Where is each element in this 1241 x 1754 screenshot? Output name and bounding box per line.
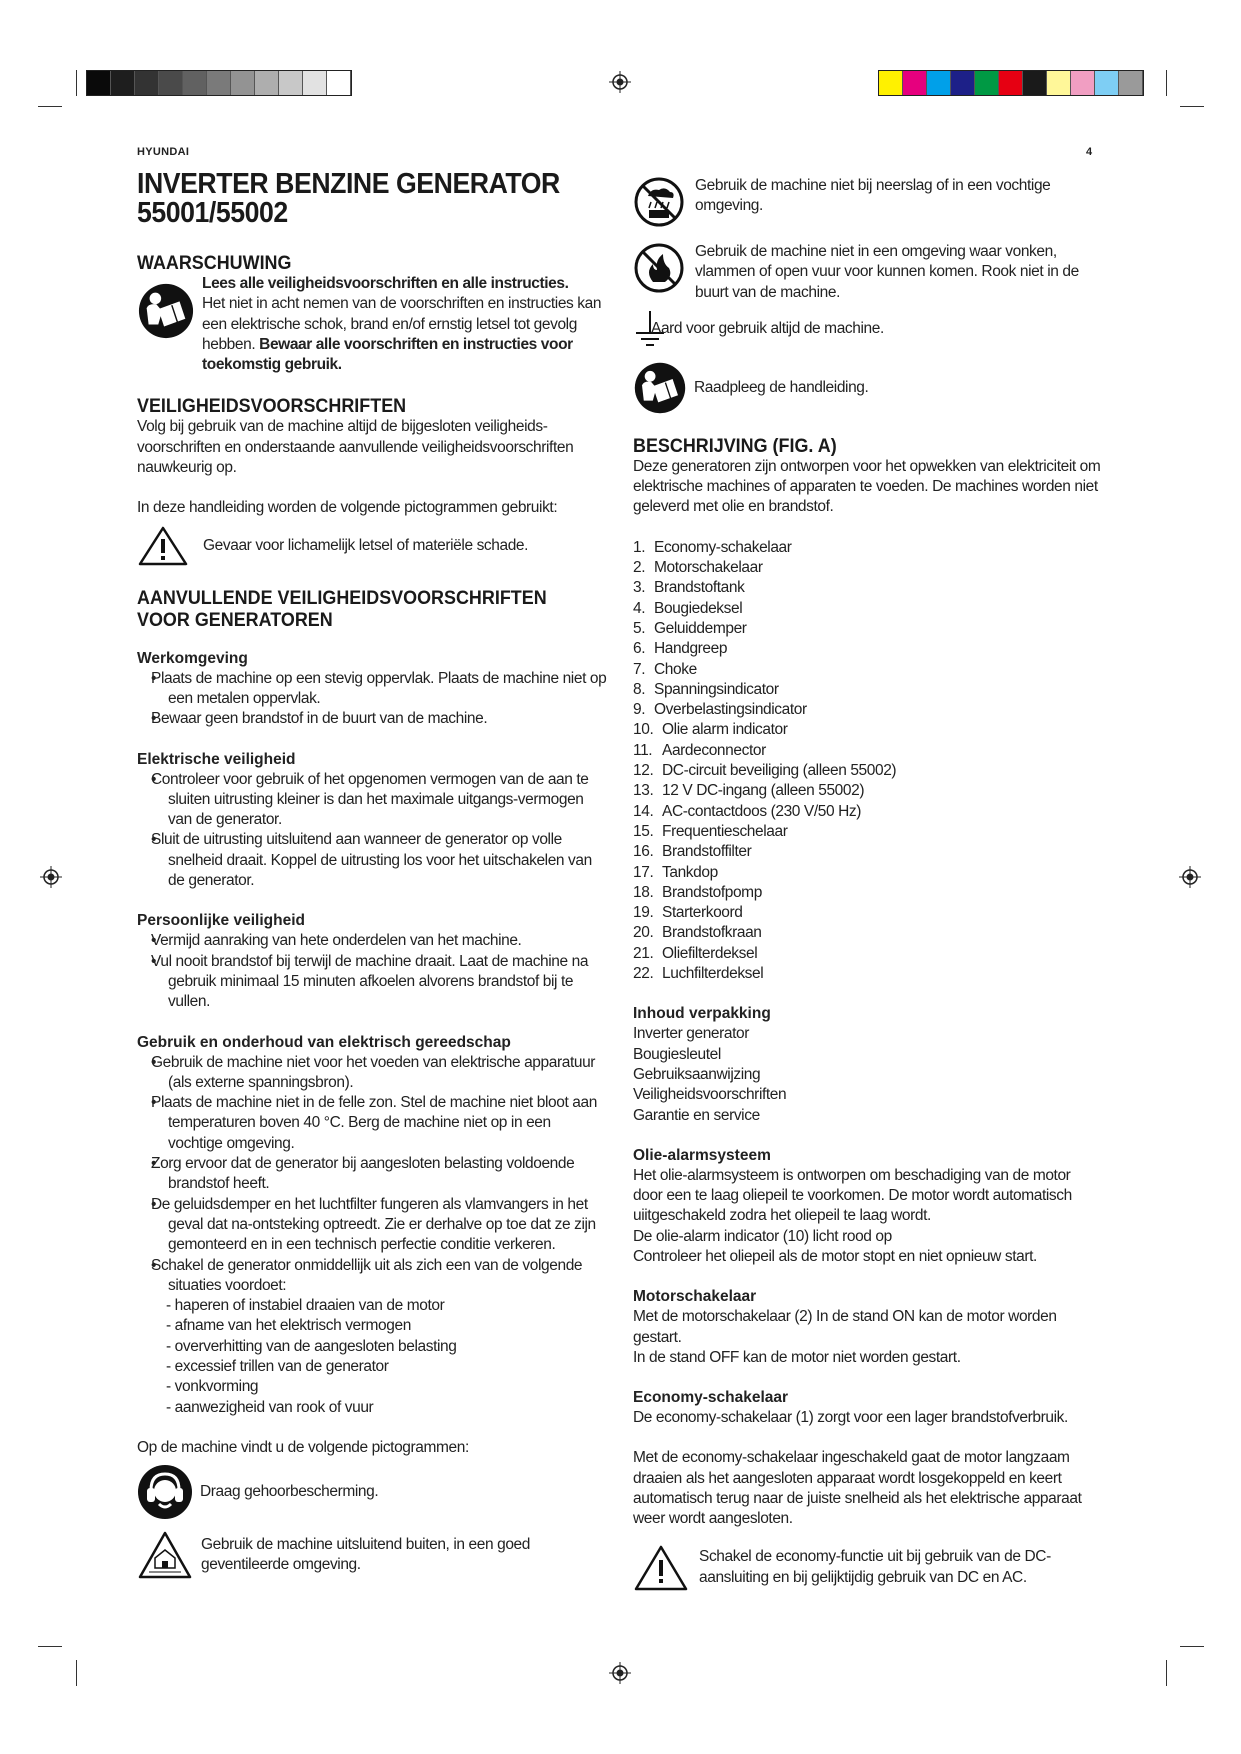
- part-item: [633, 863, 1103, 883]
- parts-list: [633, 538, 1103, 985]
- work-area-heading: Werkomgeving: [137, 649, 248, 667]
- part-number: 8.: [633, 680, 646, 698]
- list-item: Gebruiksaanwijzing: [633, 1065, 761, 1083]
- calibration-swatch: [951, 71, 975, 95]
- crop-mark: [1180, 106, 1204, 107]
- part-label: Oliefilterdeksel: [662, 944, 758, 962]
- pictogram-text: Gebruik de machine niet bij neerslag of in een vochtige omgeving.: [695, 177, 1051, 215]
- part-number: 4.: [633, 599, 646, 617]
- outdoor-ventilation-icon: [137, 1530, 193, 1580]
- pictograms-intro: In deze handleiding worden de volgende pictogrammen gebruikt:: [137, 499, 558, 517]
- part-number: 10.: [633, 721, 654, 739]
- safety-text: Volg bij gebruik van de machine altijd de bijgesloten veiligheids-voorschriften en onderstaande aanvullende veiligheidsvoorschriften nauwkeurig op.: [137, 418, 574, 477]
- pictogram-text: Gebruik de machine niet in een omgeving waar vonken, vlammen of open vuur voor kunnen komen. Rook niet in de buurt van de machine.: [695, 243, 1079, 301]
- part-number: 19.: [633, 904, 654, 922]
- description-heading: BESCHRIJVING (FIG. A): [633, 434, 837, 457]
- calibration-swatch: [255, 71, 279, 95]
- personal-heading: Persoonlijke veiligheid: [137, 912, 305, 930]
- calibration-swatch: [183, 71, 207, 95]
- calibration-swatch: [159, 71, 183, 95]
- safety-heading: VEILIGHEIDSVOORSCHRIFTEN: [137, 395, 407, 418]
- list-item: - oververhitting van de aangesloten belasting: [166, 1337, 457, 1355]
- crop-mark: [38, 106, 62, 107]
- part-number: 12.: [633, 762, 654, 780]
- part-number: 21.: [633, 944, 654, 962]
- warning-text: Het niet in acht nemen van de voorschriften en instructies kan een elektrische schok, brand en/of ernstig letsel tot gevolg hebben.: [202, 295, 602, 353]
- ear-protection-icon: [137, 1464, 193, 1520]
- personal-list: [137, 931, 607, 1012]
- part-label: Handgreep: [654, 640, 728, 658]
- calibration-swatch: [879, 71, 903, 95]
- oil-alarm-line2: De olie-alarm indicator (10) licht rood op: [633, 1227, 892, 1245]
- pictogram-text: Aard voor gebruik altijd de machine.: [651, 319, 884, 337]
- crop-mark: [1180, 1646, 1204, 1647]
- pictogram-text: Raadpleeg de handleiding.: [694, 378, 869, 396]
- page-title: INVERTER BENZINE GENERATOR 55001/55002: [137, 168, 560, 229]
- part-number: 9.: [633, 701, 646, 719]
- pictogram-row: [633, 242, 1103, 303]
- ear-protection-text: Draag gehoorbescherming.: [200, 1483, 379, 1501]
- part-label: Aardeconnector: [662, 741, 766, 759]
- left-column: [137, 170, 607, 1580]
- read-manual-icon: [633, 361, 687, 415]
- pictogram-row: [633, 309, 1103, 349]
- list-item: • De geluidsdemper en het luchtfilter fungeren als vlamvangers in het geval dat na-ontsteking optreedt. Zie er derhalve op toe dat ze zijn gemonteerd en in een technisch perfectie conditie verkeren.: [137, 1195, 607, 1256]
- registration-mark-icon: [609, 1662, 631, 1684]
- list-item: • Gebruik de machine niet voor het voeden van elektrische apparatuur (als externe spanningsbron).: [137, 1053, 607, 1094]
- part-number: 18.: [633, 883, 654, 901]
- warning-triangle-icon: [137, 525, 189, 567]
- part-item: [633, 964, 1103, 984]
- situations-list: [137, 1296, 607, 1418]
- part-label: Economy-schakelaar: [654, 538, 792, 556]
- part-label: Tankdop: [662, 863, 718, 881]
- part-label: Motorschakelaar: [654, 559, 763, 577]
- extra-safety-heading: AANVULLENDE VEILIGHEIDSVOORSCHRIFTEN VOOR GENERATOREN: [137, 586, 547, 631]
- part-number: 2.: [633, 559, 646, 577]
- list-item: - afname van het elektrisch vermogen: [166, 1317, 411, 1335]
- calibration-swatch: [327, 71, 351, 95]
- part-item: [633, 720, 1103, 740]
- part-number: 16.: [633, 843, 654, 861]
- part-item: [633, 680, 1103, 700]
- part-item: [633, 538, 1103, 558]
- part-label: Olie alarm indicator: [662, 721, 788, 739]
- part-item: [633, 700, 1103, 720]
- list-item: • Zorg ervoor dat de generator bij aangesloten belasting voldoende brandstof heeft.: [137, 1154, 607, 1195]
- part-item: [633, 822, 1103, 842]
- read-manual-icon: [137, 282, 195, 340]
- part-item: [633, 578, 1103, 598]
- grayscale-calibration-bar: [86, 70, 352, 96]
- part-item: [633, 599, 1103, 619]
- crop-mark: [76, 70, 77, 96]
- crop-mark: [1166, 1660, 1167, 1686]
- part-label: Choke: [654, 660, 697, 678]
- list-item: • Vul nooit brandstof bij terwijl de machine draait. Laat de machine na gebruik minimaal 15 minuten afkoelen alvorens brandstof bij te vullen.: [137, 952, 607, 1013]
- part-label: Frequentieschelaar: [662, 822, 788, 840]
- part-item: [633, 660, 1103, 680]
- warning-bold-2: Bewaar alle voorschriften en instructies voor toekomstig gebruik.: [202, 335, 573, 374]
- warning-heading: WAARSCHUWING: [137, 252, 292, 274]
- calibration-swatch: [903, 71, 927, 95]
- oil-alarm-text: Het olie-alarmsysteem is ontworpen om beschadiging van de motor door een te laag oliepeil te voorkomen. De motor wordt automatisch uiitgeschakeld zodra het oliepeil te laag wordt.: [633, 1166, 1072, 1225]
- calibration-swatch: [927, 71, 951, 95]
- ventilation-text: Gebruik de machine uitsluitend buiten, in een goed geventileerde omgeving.: [201, 1535, 530, 1574]
- crop-mark: [1166, 70, 1167, 96]
- description-text: Deze generatoren zijn ontworpen voor het opwekken van elektriciteit om elektrische machines of apparaten te voeden. De machines worden niet geleverd met olie en brandstof.: [633, 457, 1101, 516]
- use-list: [137, 1053, 607, 1297]
- machine-pictograms-intro: Op de machine vindt u de volgende pictogrammen:: [137, 1438, 469, 1456]
- part-number: 3.: [633, 579, 646, 597]
- part-label: Brandstoffilter: [662, 843, 752, 861]
- part-label: DC-circuit beveiliging (alleen 55002): [662, 762, 897, 780]
- part-number: 11.: [633, 741, 653, 759]
- list-item: • Plaats de machine op een stevig oppervlak. Plaats de machine niet op een metalen oppervlak.: [137, 669, 607, 710]
- warning-block: [137, 274, 607, 375]
- contents-list: [633, 1024, 1103, 1125]
- calibration-swatch: [1023, 71, 1047, 95]
- registration-mark-icon: [40, 866, 62, 888]
- calibration-swatch: [135, 71, 159, 95]
- calibration-swatch: [999, 71, 1023, 95]
- list-item: Inverter generator: [633, 1025, 750, 1043]
- part-item: [633, 781, 1103, 801]
- calibration-swatch: [1095, 71, 1119, 95]
- part-label: 12 V DC-ingang (alleen 55002): [662, 782, 865, 800]
- calibration-swatch: [975, 71, 999, 95]
- part-label: Brandstoftank: [654, 579, 745, 597]
- economy-heading: Economy-schakelaar: [633, 1389, 789, 1407]
- part-label: Starterkoord: [662, 904, 743, 922]
- brand-label: HYUNDAI: [137, 146, 190, 158]
- part-label: Overbelastingsindicator: [654, 701, 807, 719]
- calibration-swatch: [303, 71, 327, 95]
- part-number: 14.: [633, 802, 654, 820]
- list-item: • Vermijd aanraking van hete onderdelen van het machine.: [137, 931, 607, 951]
- use-heading: Gebruik en onderhoud van elektrisch gereedschap: [137, 1033, 511, 1051]
- pictogram-row: [633, 361, 1103, 415]
- calibration-swatch: [1047, 71, 1071, 95]
- motor-switch-line2: In de stand OFF kan de motor niet worden gestart.: [633, 1348, 961, 1366]
- list-item: • Bewaar geen brandstof in de buurt van de machine.: [137, 709, 607, 729]
- list-item: Veiligheidsvoorschriften: [633, 1086, 787, 1104]
- work-area-list: [137, 669, 607, 730]
- no-rain-icon: [633, 176, 685, 228]
- danger-row: [137, 525, 607, 567]
- part-item: [633, 923, 1103, 943]
- economy-warning-row: [633, 1544, 1103, 1592]
- calibration-swatch: [111, 71, 135, 95]
- economy-text-2: Met de economy-schakelaar ingeschakeld gaat de motor langzaam draaien als het aangesloten apparaat wordt losgekoppeld en keert automatisch terug naar de juiste snelheid als het elektrische apparaat weer wordt aangesloten.: [633, 1449, 1082, 1528]
- oil-alarm-line3: Controleer het oliepeil als de motor stopt en niet opnieuw start.: [633, 1247, 1037, 1265]
- part-label: Luchfilterdeksel: [662, 965, 764, 983]
- part-label: Geluiddemper: [654, 619, 747, 637]
- part-number: 17.: [633, 863, 654, 881]
- list-item: - vonkvorming: [166, 1378, 259, 1396]
- list-item: - haperen of instabiel draaien van de motor: [166, 1297, 445, 1315]
- ear-protection-row: [137, 1464, 607, 1520]
- part-number: 15.: [633, 822, 654, 840]
- part-label: Bougiedeksel: [654, 599, 743, 617]
- contents-heading: Inhoud verpakking: [633, 1005, 771, 1023]
- pictogram-row: [633, 176, 1103, 228]
- part-item: [633, 639, 1103, 659]
- part-item: [633, 883, 1103, 903]
- part-label: Brandstofpomp: [662, 883, 762, 901]
- calibration-swatch: [1119, 71, 1143, 95]
- electrical-heading: Elektrische veiligheid: [137, 750, 296, 768]
- list-item: Garantie en service: [633, 1106, 760, 1124]
- right-column: [633, 176, 1103, 1592]
- part-item: [633, 619, 1103, 639]
- motor-switch-text: Met de motorschakelaar (2) In de stand ON kan de motor worden gestart.: [633, 1308, 1057, 1346]
- ventilation-row: [137, 1530, 607, 1580]
- part-label: Brandstofkraan: [662, 924, 762, 942]
- warning-triangle-icon: [633, 1544, 689, 1592]
- list-item: - excessief trillen van de generator: [166, 1357, 389, 1375]
- economy-text: De economy-schakelaar (1) zorgt voor een lager brandstofverbruik.: [633, 1409, 1068, 1427]
- danger-text: Gevaar voor lichamelijk letsel of materiële schade.: [203, 536, 529, 554]
- list-item: • Controleer voor gebruik of het opgenomen vermogen van de aan te sluiten uitrusting kleiner is dan het maximale uitgangs-vermogen van de generator.: [137, 770, 607, 831]
- part-label: Spanningsindicator: [654, 680, 779, 698]
- economy-warning-text: Schakel de economy-functie uit bij gebruik van de DC-aansluiting en bij gelijktijdig gebruik van DC en AC.: [699, 1548, 1051, 1586]
- calibration-swatch: [231, 71, 255, 95]
- part-number: 13.: [633, 782, 654, 800]
- registration-mark-icon: [609, 71, 631, 93]
- calibration-swatch: [207, 71, 231, 95]
- part-item: [633, 802, 1103, 822]
- part-item: [633, 558, 1103, 578]
- part-item: [633, 944, 1103, 964]
- part-number: 22.: [633, 965, 654, 983]
- page-number: 4: [1086, 146, 1093, 158]
- calibration-swatch: [279, 71, 303, 95]
- part-item: [633, 903, 1103, 923]
- part-number: 1.: [633, 538, 646, 556]
- part-number: 6.: [633, 640, 646, 658]
- part-label: AC-contactdoos (230 V/50 Hz): [662, 802, 862, 820]
- list-item: Bougiesleutel: [633, 1045, 721, 1063]
- crop-mark: [38, 1646, 62, 1647]
- part-item: [633, 842, 1103, 862]
- no-fire-icon: [633, 242, 685, 294]
- calibration-swatch: [1071, 71, 1095, 95]
- electrical-list: [137, 770, 607, 892]
- part-number: 7.: [633, 660, 646, 678]
- registration-mark-icon: [1179, 866, 1201, 888]
- part-number: 5.: [633, 619, 646, 637]
- warning-bold-1: Lees alle veiligheidsvoorschriften en alle instructies.: [202, 275, 569, 292]
- list-item: • Schakel de generator onmiddellijk uit als zich een van de volgende situaties voordoet:: [137, 1256, 607, 1297]
- part-item: [633, 761, 1103, 781]
- oil-alarm-heading: Olie-alarmsysteem: [633, 1146, 771, 1164]
- motor-switch-heading: Motorschakelaar: [633, 1288, 757, 1306]
- color-calibration-bar: [878, 70, 1144, 96]
- part-item: [633, 741, 1103, 761]
- list-item: • Plaats de machine niet in de felle zon. Stel de machine niet bloot aan temperaturen boven 40 °C. Berg de machine niet op in een vochtige omgeving.: [137, 1093, 607, 1154]
- part-number: 20.: [633, 924, 654, 942]
- crop-mark: [76, 1660, 77, 1686]
- list-item: • Sluit de uitrusting uitsluitend aan wanneer de generator op volle snelheid draait. Koppel de uitrusting los voor het uitschakelen van de generator.: [137, 830, 607, 891]
- list-item: - aanwezigheid van rook of vuur: [166, 1398, 374, 1416]
- calibration-swatch: [87, 71, 111, 95]
